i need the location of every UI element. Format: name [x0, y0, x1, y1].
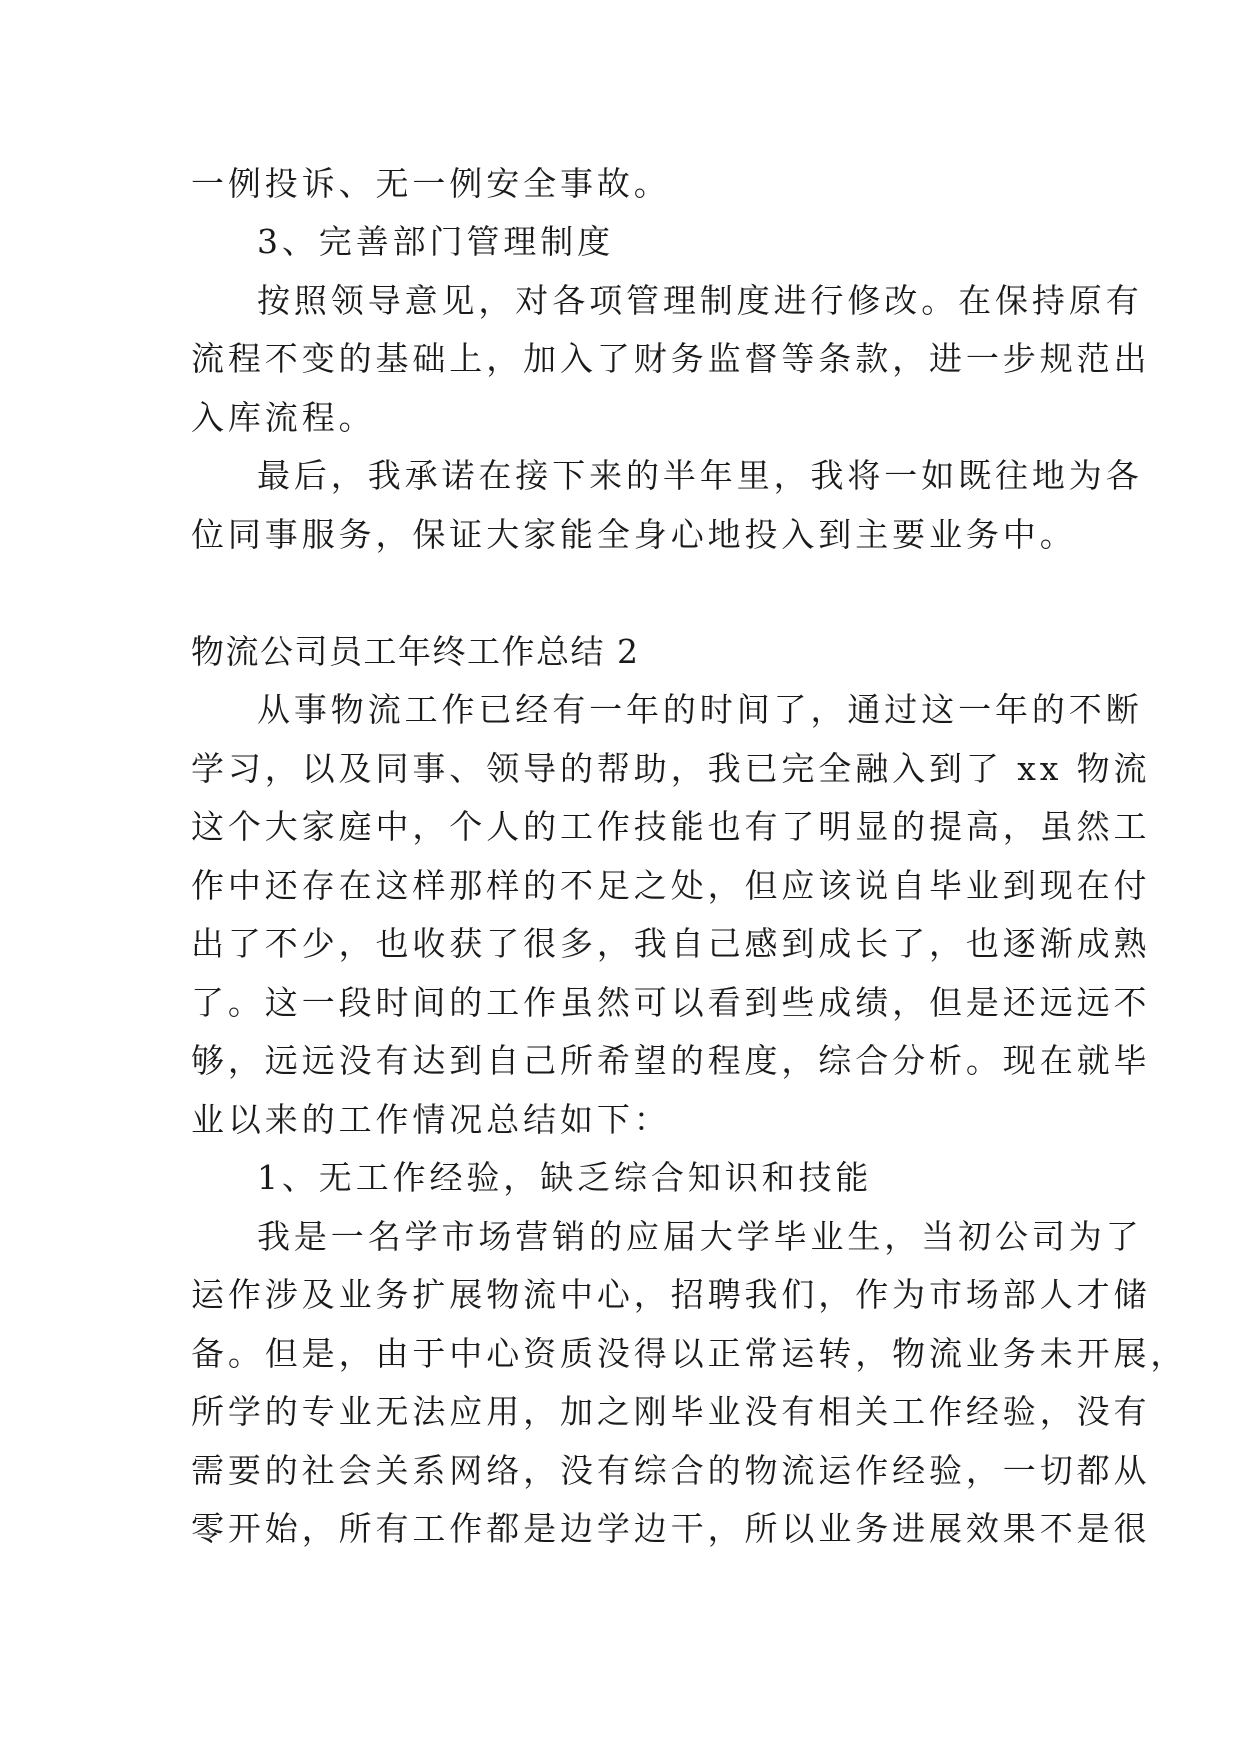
paragraph-line: 我是一名学市场营销的应届大学毕业生，当初公司为了 [257, 1217, 1143, 1256]
paragraph-line: 入库流程。 [191, 398, 376, 437]
section-subheading: 1、无工作经验，缺乏综合知识和技能 [257, 1158, 873, 1197]
paragraph-line: 需要的社会关系网络，没有综合的物流运作经验，一切都从 [191, 1451, 1151, 1490]
paragraph-line: 备。但是，由于中心资质没得以正常运转，物流业务未开展， [191, 1334, 1188, 1373]
paragraph-line: 所学的专业无法应用，加之刚毕业没有相关工作经验，没有 [191, 1392, 1151, 1431]
paragraph-line: 最后，我承诺在接下来的半年里，我将一如既往地为各 [257, 456, 1143, 495]
paragraph-line: 出了不少，也收获了很多，我自己感到成长了，也逐渐成熟 [191, 924, 1151, 963]
paragraph-line: 作中还存在这样那样的不足之处，但应该说自毕业到现在付 [191, 866, 1151, 905]
section-subheading: 3、完善部门管理制度 [257, 222, 614, 261]
paragraph-line: 一例投诉、无一例安全事故。 [191, 164, 671, 203]
paragraph-line: 从事物流工作已经有一年的时间了，通过这一年的不断 [257, 690, 1143, 729]
paragraph-line: 这个大家庭中，个人的工作技能也有了明显的提高，虽然工 [191, 807, 1151, 846]
paragraph-line: 位同事服务，保证大家能全身心地投入到主要业务中。 [191, 515, 1077, 554]
paragraph-line: 流程不变的基础上，加入了财务监督等条款，进一步规范出 [191, 339, 1151, 378]
document-section-title: 物流公司员工年终工作总结 2 [191, 632, 640, 671]
paragraph-line: 运作涉及业务扩展物流中心，招聘我们，作为市场部人才储 [191, 1275, 1151, 1314]
paragraph-line: 够，远远没有达到自己所希望的程度，综合分析。现在就毕 [191, 1041, 1151, 1080]
paragraph-line: 了。这一段时间的工作虽然可以看到些成绩，但是还远远不 [191, 983, 1151, 1022]
paragraph-line: 零开始，所有工作都是边学边干，所以业务进展效果不是很 [191, 1509, 1151, 1548]
paragraph-line: 按照领导意见，对各项管理制度进行修改。在保持原有 [257, 281, 1143, 320]
paragraph-line: 业以来的工作情况总结如下： [191, 1100, 671, 1139]
paragraph-line: 学习，以及同事、领导的帮助，我已完全融入到了 xx 物流 [191, 749, 1151, 788]
